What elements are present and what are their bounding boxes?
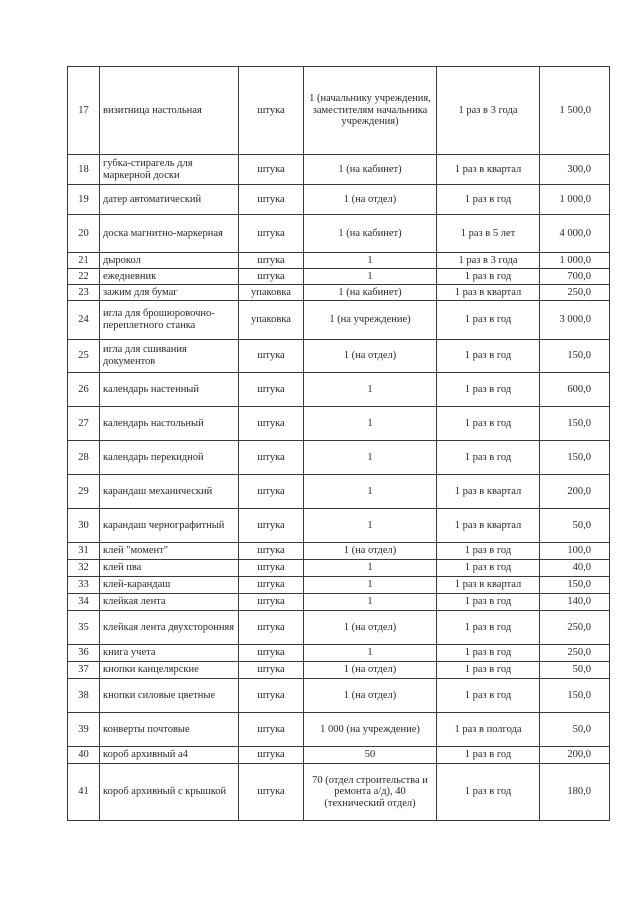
unit-of-measure-cell: штука [239,155,304,185]
row-number-cell: 38 [68,679,100,713]
table-row [68,475,610,509]
table-row [68,645,610,662]
table-row [68,285,610,301]
frequency-cell: 1 раз в год [437,185,540,215]
item-name-cell: короб архивный с крышкой [100,764,239,821]
item-name-cell: доска магнитно-маркерная [100,215,239,253]
price-cell: 1 000,0 [540,253,610,269]
table-body [68,67,610,821]
table-row [68,215,610,253]
quantity-cell: 1 (на отдел) [304,185,437,215]
item-name-cell: кнопки силовые цветные [100,679,239,713]
row-number-cell: 19 [68,185,100,215]
table-row [68,301,610,340]
row-number-cell: 41 [68,764,100,821]
item-name-cell: ежедневник [100,269,239,285]
quantity-cell: 1 (на кабинет) [304,215,437,253]
item-name-cell: клей "момент" [100,543,239,560]
frequency-cell: 1 раз в год [437,441,540,475]
table-row [68,764,610,821]
price-cell: 1 000,0 [540,185,610,215]
table-row [68,560,610,577]
row-number-cell: 37 [68,662,100,679]
frequency-cell: 1 раз в год [437,747,540,764]
quantity-cell: 1 000 (на учреждение) [304,713,437,747]
supplies-table [67,66,610,821]
item-name-cell: зажим для бумаг [100,285,239,301]
unit-of-measure-cell: штука [239,662,304,679]
unit-of-measure-cell: штука [239,611,304,645]
price-cell: 150,0 [540,441,610,475]
row-number-cell: 36 [68,645,100,662]
frequency-cell: 1 раз в квартал [437,475,540,509]
quantity-cell: 1 (на учреждение) [304,301,437,340]
frequency-cell: 1 раз в год [437,662,540,679]
price-cell: 200,0 [540,475,610,509]
item-name-cell: клей пва [100,560,239,577]
unit-of-measure-cell: штука [239,253,304,269]
unit-of-measure-cell: штука [239,577,304,594]
row-number-cell: 39 [68,713,100,747]
item-name-cell: карандаш чернографитный [100,509,239,543]
frequency-cell: 1 раз в 3 года [437,67,540,155]
price-cell: 50,0 [540,509,610,543]
row-number-cell: 24 [68,301,100,340]
row-number-cell: 33 [68,577,100,594]
price-cell: 250,0 [540,285,610,301]
unit-of-measure-cell: штука [239,543,304,560]
unit-of-measure-cell: штука [239,713,304,747]
price-cell: 100,0 [540,543,610,560]
unit-of-measure-cell: штука [239,407,304,441]
table-row [68,441,610,475]
table-row [68,594,610,611]
quantity-cell: 1 [304,475,437,509]
row-number-cell: 34 [68,594,100,611]
table-row [68,185,610,215]
row-number-cell: 35 [68,611,100,645]
unit-of-measure-cell: штука [239,185,304,215]
quantity-cell: 1 (на отдел) [304,611,437,645]
quantity-cell: 1 [304,253,437,269]
quantity-cell: 1 (на кабинет) [304,285,437,301]
item-name-cell: календарь перекидной [100,441,239,475]
table-row [68,253,610,269]
table-row [68,373,610,407]
unit-of-measure-cell: упаковка [239,301,304,340]
row-number-cell: 21 [68,253,100,269]
table-row [68,747,610,764]
table-row [68,577,610,594]
row-number-cell: 27 [68,407,100,441]
frequency-cell: 1 раз в 3 года [437,253,540,269]
item-name-cell: губка-стирагель для маркерной доски [100,155,239,185]
unit-of-measure-cell: упаковка [239,285,304,301]
quantity-cell: 50 [304,747,437,764]
unit-of-measure-cell: штука [239,475,304,509]
item-name-cell: клей-карандаш [100,577,239,594]
price-cell: 700,0 [540,269,610,285]
frequency-cell: 1 раз в год [437,560,540,577]
item-name-cell: карандаш механический [100,475,239,509]
unit-of-measure-cell: штука [239,269,304,285]
price-cell: 150,0 [540,577,610,594]
row-number-cell: 20 [68,215,100,253]
frequency-cell: 1 раз в полгода [437,713,540,747]
table-row [68,407,610,441]
price-cell: 200,0 [540,747,610,764]
quantity-cell: 1 [304,407,437,441]
item-name-cell: кнопки канцелярские [100,662,239,679]
price-cell: 50,0 [540,662,610,679]
quantity-cell: 1 (начальнику учреждения, заместителям начальника учреждения) [304,67,437,155]
row-number-cell: 23 [68,285,100,301]
table-row [68,611,610,645]
row-number-cell: 26 [68,373,100,407]
price-cell: 4 000,0 [540,215,610,253]
frequency-cell: 1 раз в год [437,679,540,713]
row-number-cell: 28 [68,441,100,475]
unit-of-measure-cell: штука [239,441,304,475]
unit-of-measure-cell: штука [239,764,304,821]
item-name-cell: книга учета [100,645,239,662]
price-cell: 300,0 [540,155,610,185]
quantity-cell: 1 [304,269,437,285]
quantity-cell: 1 (на отдел) [304,340,437,373]
quantity-cell: 1 [304,577,437,594]
item-name-cell: игла для брошюровочно-переплетного станка [100,301,239,340]
price-cell: 600,0 [540,373,610,407]
table-row [68,679,610,713]
table-row [68,713,610,747]
row-number-cell: 22 [68,269,100,285]
item-name-cell: короб архивный а4 [100,747,239,764]
price-cell: 40,0 [540,560,610,577]
quantity-cell: 1 (на отдел) [304,679,437,713]
price-cell: 250,0 [540,645,610,662]
frequency-cell: 1 раз в год [437,645,540,662]
price-cell: 150,0 [540,407,610,441]
price-cell: 180,0 [540,764,610,821]
item-name-cell: конверты почтовые [100,713,239,747]
frequency-cell: 1 раз в год [437,594,540,611]
frequency-cell: 1 раз в квартал [437,577,540,594]
item-name-cell: клейкая лента двухсторонняя [100,611,239,645]
quantity-cell: 1 [304,441,437,475]
unit-of-measure-cell: штука [239,594,304,611]
row-number-cell: 40 [68,747,100,764]
unit-of-measure-cell: штука [239,560,304,577]
frequency-cell: 1 раз в год [437,373,540,407]
quantity-cell: 1 [304,560,437,577]
unit-of-measure-cell: штука [239,215,304,253]
frequency-cell: 1 раз в 5 лет [437,215,540,253]
unit-of-measure-cell: штука [239,509,304,543]
item-name-cell: игла для сшивания документов [100,340,239,373]
row-number-cell: 18 [68,155,100,185]
price-cell: 3 000,0 [540,301,610,340]
price-cell: 1 500,0 [540,67,610,155]
unit-of-measure-cell: штука [239,645,304,662]
row-number-cell: 25 [68,340,100,373]
table-row [68,67,610,155]
table-row [68,543,610,560]
frequency-cell: 1 раз в год [437,543,540,560]
row-number-cell: 17 [68,67,100,155]
quantity-cell: 1 [304,509,437,543]
quantity-cell: 1 (на отдел) [304,662,437,679]
row-number-cell: 30 [68,509,100,543]
unit-of-measure-cell: штука [239,340,304,373]
quantity-cell: 1 (на кабинет) [304,155,437,185]
quantity-cell: 70 (отдел строительства и ремонта а/д), 40 (технический отдел) [304,764,437,821]
price-cell: 150,0 [540,340,610,373]
item-name-cell: календарь настольный [100,407,239,441]
price-cell: 250,0 [540,611,610,645]
frequency-cell: 1 раз в год [437,611,540,645]
quantity-cell: 1 [304,373,437,407]
price-cell: 150,0 [540,679,610,713]
item-name-cell: визитница настольная [100,67,239,155]
frequency-cell: 1 раз в год [437,764,540,821]
table-row [68,155,610,185]
frequency-cell: 1 раз в квартал [437,509,540,543]
quantity-cell: 1 [304,594,437,611]
item-name-cell: календарь настенный [100,373,239,407]
row-number-cell: 32 [68,560,100,577]
frequency-cell: 1 раз в год [437,301,540,340]
frequency-cell: 1 раз в год [437,340,540,373]
item-name-cell: дырокол [100,253,239,269]
price-cell: 140,0 [540,594,610,611]
frequency-cell: 1 раз в квартал [437,155,540,185]
row-number-cell: 29 [68,475,100,509]
frequency-cell: 1 раз в год [437,407,540,441]
frequency-cell: 1 раз в год [437,269,540,285]
table-row [68,269,610,285]
table-row [68,509,610,543]
table-row [68,340,610,373]
quantity-cell: 1 [304,645,437,662]
item-name-cell: датер автоматический [100,185,239,215]
row-number-cell: 31 [68,543,100,560]
table-row [68,662,610,679]
price-cell: 50,0 [540,713,610,747]
item-name-cell: клейкая лента [100,594,239,611]
unit-of-measure-cell: штука [239,373,304,407]
unit-of-measure-cell: штука [239,747,304,764]
quantity-cell: 1 (на отдел) [304,543,437,560]
unit-of-measure-cell: штука [239,679,304,713]
frequency-cell: 1 раз в квартал [437,285,540,301]
unit-of-measure-cell: штука [239,67,304,155]
